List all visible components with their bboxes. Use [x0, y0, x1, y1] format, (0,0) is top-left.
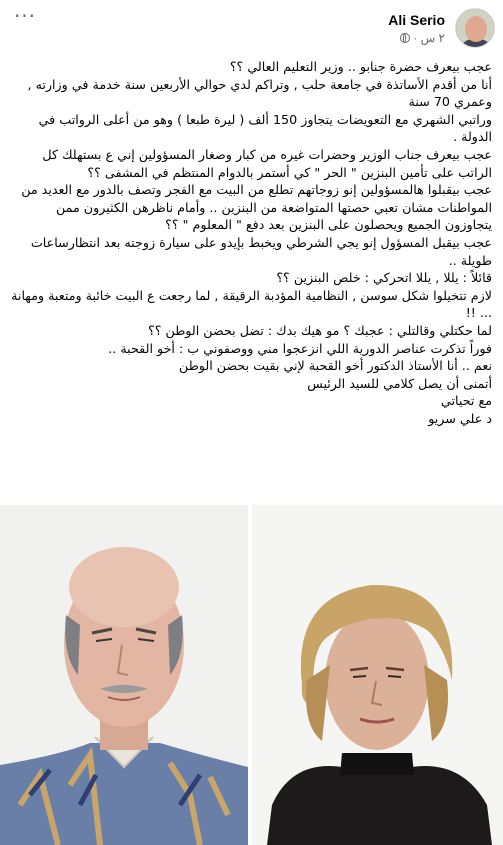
more-options-icon[interactable]: ··· — [13, 4, 37, 28]
post-paragraph: وراتبي الشهري مع التعويضات يتجاوز 150 ألف ( ليرة طبعا ) وهو من أعلى الرواتب في الدولة . — [38, 111, 492, 145]
post-paragraph: عجب بيقبلوا هالمسؤولين إنو زوجاتهم تطلع من البيت مع الفجر وتصف بالدور مع العديد من المواطنات مشان تعبي حصتها المتواضعة من البنزين .. وأمام ناظرهن الكثيرون ممن يتجاوزون الجميع ويحصلون على البنزين بعد دفع " المعلوم " ؟؟ — [21, 182, 492, 233]
post-paragraph: لازم تتخيلوا شكل سوسن , النظامية المؤدبة الرقيقة , لما رجعت ع البيت خائبة ومتعبة ومهانة ... !! — [11, 287, 492, 321]
post-paragraph: فوراً تذكرت عناصر الدورية اللي انزعجوا مني ووصفوني ب : أخو القحبة .. — [108, 340, 492, 356]
meta-separator: · — [413, 31, 418, 45]
portrait-woman-icon — [252, 505, 503, 845]
globe-icon — [400, 33, 410, 43]
post-paragraph: أتمنى أن يصل كلامي للسيد الرئيس — [307, 375, 492, 391]
post-paragraph: عجب بيعرف حضرة جنابو .. وزير التعليم العالي ؟؟ — [229, 59, 492, 74]
post-paragraph: مع تحياتي — [440, 393, 492, 409]
post-paragraph: د علي سريو — [428, 410, 492, 426]
photo-woman[interactable] — [252, 505, 503, 845]
post-text — [10, 58, 492, 427]
post-paragraph: نعم .. أنا الأستاذ الدكتور أخو القحبة لإني بقيت بحضن الوطن — [179, 358, 492, 374]
portrait-man-icon — [0, 505, 248, 845]
photo-grid — [0, 505, 503, 845]
post-paragraph: لما حكتلي وقالتلي : عجبك ؟ مو هيك بدك : تضل بحضن الوطن ؟؟ — [148, 322, 492, 338]
post-paragraph: قائلاً : يللا , يللا اتحركي : خلص البنزين ؟؟ — [276, 270, 492, 286]
post-paragraph: أنا من أقدم الأساتذة في جامعة حلب , وتراكم لدي حوالي الأربعين سنة خدمة في وزارته , وعمري 70 سنة — [27, 76, 492, 110]
avatar[interactable] — [455, 8, 495, 48]
post-meta — [398, 31, 445, 45]
post-time[interactable]: ٢ س — [420, 31, 445, 45]
author-name[interactable]: Ali Serio — [388, 12, 445, 28]
post-header — [0, 0, 503, 56]
photo-man[interactable] — [0, 505, 248, 845]
post-paragraph: عجب بيقبل المسؤول إنو يجي الشرطي ويخبط بإيدو على سيارة زوجته بعد انتظارساعات طويلة .. — [30, 234, 492, 268]
post-paragraph: عجب بيعرف جناب الوزير وحضرات غيره من كبار وصغار المسؤولين إني ع بستهلك كل الراتب على تأمين البنزين " الحر " كي أستمر بالدوام المنتظم في المشفى ؟؟ — [42, 146, 492, 180]
